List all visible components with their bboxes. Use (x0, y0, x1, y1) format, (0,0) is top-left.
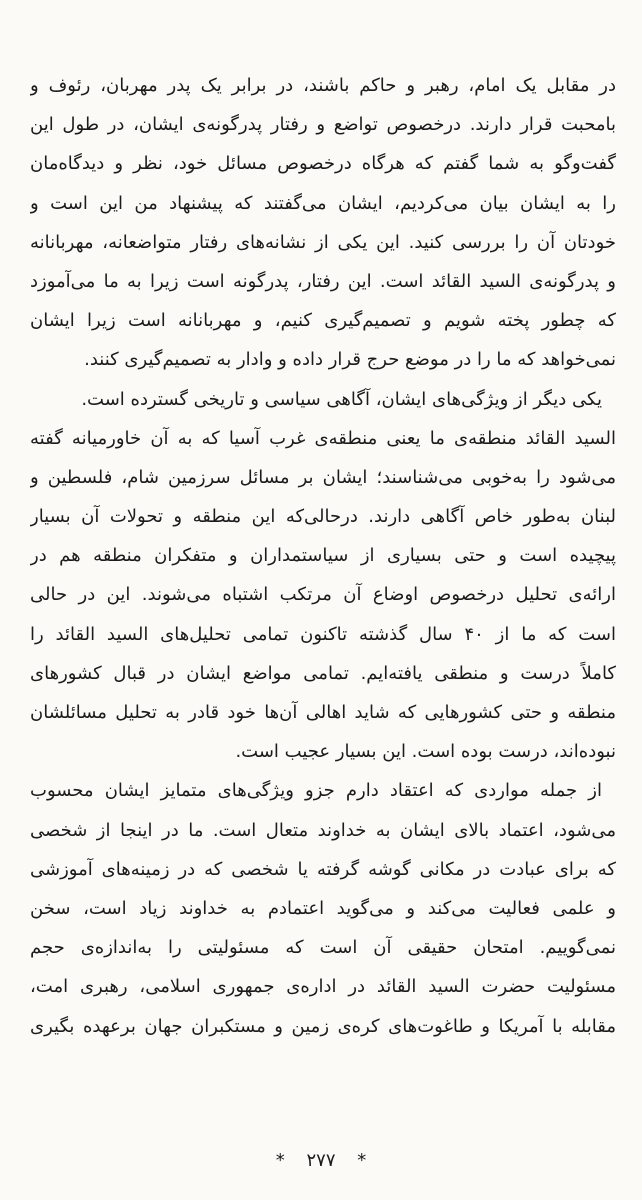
text-line: نمی‌خواهد که ما را در موضع حرج قرار داده و وادار به تصمیم‌گیری کنند. (84, 349, 616, 371)
text-line: نبوده‌اند، درست بوده است. این بسیار عجیب است. (235, 741, 616, 763)
text-line: می‌شود را به‌خوبی می‌شناسند؛ ایشان بر مسائل سرزمین شام، فلسطین و (30, 466, 616, 488)
text-line: که چطور پخته شویم و تصمیم‌گیری کنیم، و مهربانانه است زیرا ایشان (30, 310, 616, 332)
text-line: می‌شود، اعتماد بالای ایشان به خداوند متعال است. ما در اینجا از شخصی (30, 819, 616, 841)
page-number: ۲۷۷ (306, 1150, 336, 1171)
text-line: و علمی فعالیت می‌کند و می‌گوید اعتمادم به خداوند زیاد است، سخن (30, 897, 616, 919)
text-line: مقابله با آمریکا و طاغوت‌های کره‌ی زمین و مستکبران جهان برعهده بگیری (30, 1015, 616, 1037)
body-text (30, 66, 616, 1046)
text-line: السید القائد منطقه‌ی ما یعنی منطقه‌ی غرب آسیا که به آن خاورمیانه گفته (30, 427, 616, 449)
text-line: لبنان به‌طور خاص آگاهی دارند. درحالی‌که این منطقه و تحولات آن بسیار (30, 506, 616, 528)
footer-ornament-right: * (357, 1150, 367, 1171)
text-line: پیچیده است و حتی بسیاری از سیاستمداران و متفکران منطقه هم در (30, 545, 616, 567)
text-line: نمی‌گوییم. امتحان حقیقی آن است که مسئولیتی را به‌اندازه‌ی حجم (30, 937, 616, 959)
text-line: از جمله مواردی که اعتقاد دارم جزو ویژگی‌های متمایز ایشان محسوب (30, 780, 602, 802)
text-line: مسئولیت حضرت السید القائد در اداره‌ی جمهوری اسلامی، رهبری امت، (30, 976, 616, 998)
text-line: خودتان آن را بررسی کنید. این یکی از نشانه‌های رفتار متواضعانه، مهربانانه (30, 231, 616, 253)
text-line: در مقابل یک امام، رهبر و حاکم باشند، در برابر یک پدر مهربان، رئوف و (30, 75, 616, 96)
text-line: بامحبت قرار دارند. درخصوص تواضع و رفتار پدرگونه‌ی ایشان، در طول این (30, 114, 616, 136)
text-line: منطقه و حتی کشورهایی که شاید اهالی آن‌ها خود قادر به تحلیل مسائلشان (30, 702, 616, 723)
text-line: است که ما از ۴۰ سال گذشته تاکنون تمامی تحلیل‌های السید القائد را (30, 623, 616, 645)
text-line: را به ایشان بیان می‌کردیم، ایشان می‌گفتند که پیشنهاد من این است و (30, 192, 616, 214)
text-line: یکی دیگر از ویژگی‌های ایشان، آگاهی سیاسی و تاریخی گسترده است. (81, 388, 602, 410)
page-footer (0, 1150, 642, 1171)
text-line: که برای عبادت در مکانی گوشه گرفته یا شخصی که در زمینه‌های آموزشی (30, 858, 616, 880)
text-line: گفت‌وگو به شما گفتم که هرگاه درخصوص مسائل خود، نظر و دیدگاه‌مان (30, 153, 616, 175)
footer-ornament-left: * (275, 1150, 285, 1171)
text-line: کاملاً درست و منطقی یافته‌ایم. تمامی مواضع ایشان در قبال کشورهای (30, 662, 616, 684)
text-line: ارائه‌ی تحلیل درخصوص اوضاع آن مرتکب اشتباه می‌شوند. این در حالی (30, 584, 616, 606)
text-line: و پدرگونه‌ی السید القائد است. این رفتار، پدرگونه است زیرا به ما می‌آموزد (30, 270, 616, 292)
